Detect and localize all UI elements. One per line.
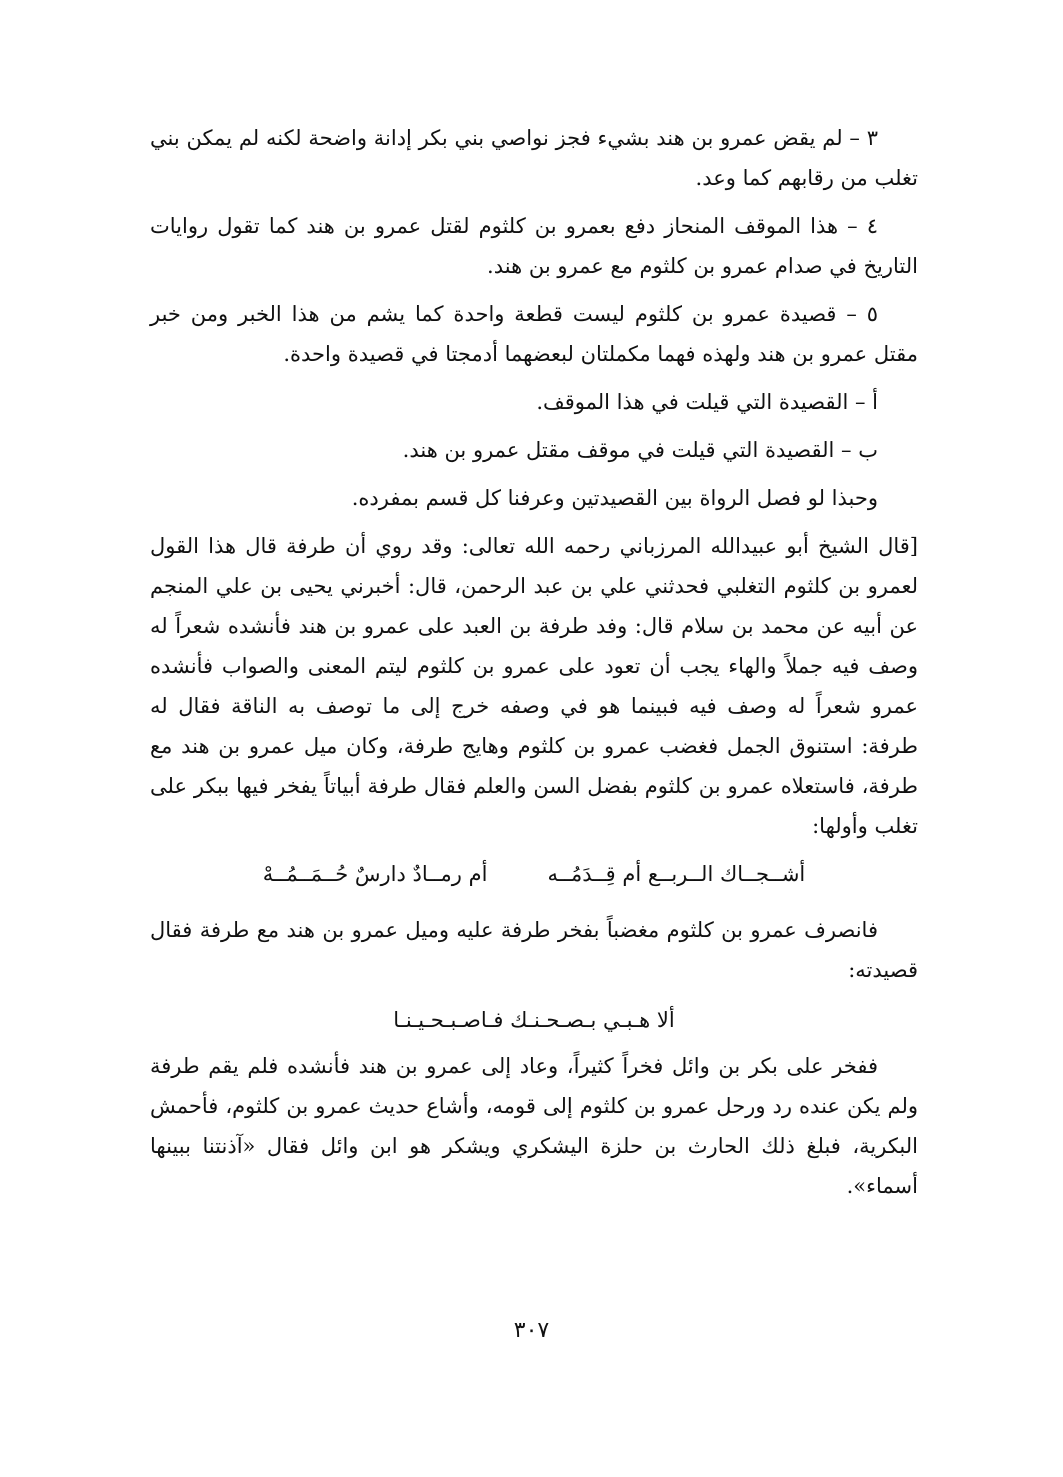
verse-1-second-hemistich: أم رمــادٌ دارسٌ حُــمَــمُــهْ	[262, 862, 488, 886]
paragraph-quote: [قال الشيخ أبو عبيدالله المرزباني رحمه الله تعالى: وقد روي أن طرفة قال هذا القول لعمرو بن كلثوم التغلبي فحدثني علي بن عبد الرحمن، قال: أخبرني يحيى بن علي المنجم عن أبيه عن محمد بن سلام قال: وفد طرفة بن العبد على عمرو بن هند فأنشده شعراً له وصف فيه جملاً والهاء يجب أن تعود على عمرو بن كلثوم ليتم المعنى والصواب فأنشده عمرو شعراً له وصف فيه فبينما هو في وصفه خرج إلى ما توصف به الناقة فقال له طرفة: استنوق الجمل فغضب عمرو بن كلثوم وهايج طرفة، وكان ميل عمرو بن هند مع طرفة، فاستعلاه عمرو بن كلثوم بفضل السن والعلم فقال طرفة أبياتاً يفخر فيها ببكر على تغلب وأولها:	[150, 534, 918, 838]
paragraph-point-3: ٣ – لم يقض عمرو بن هند بشيء فجز نواصي بني بكر إدانة واضحة لكنه لم يمكن بني تغلب من رقابهم كما وعد.	[150, 126, 918, 190]
paragraph-closing: ففخر على بكر بن وائل فخراً كثيراً، وعاد إلى عمرو بن هند فأنشده فلم يقم طرفة ولم يكن عنده رد ورحل عمرو بن كلثوم إلى قومه، وأشاع حديث عمرو بن كلثوم، فأحمش البكرية، فبلغ ذلك الحارث بن حلزة اليشكري ويشكر هو ابن وائل فقال «آذنتنا ببينها أسماء».	[150, 1054, 918, 1198]
page-body	[150, 118, 918, 1214]
poem-verse-1	[150, 854, 918, 894]
paragraph-point-5: ٥ – قصيدة عمرو بن كلثوم ليست قطعة واحدة كما يشم من هذا الخبر ومن خبر مقتل عمرو بن هند ولهذه فهما مكملتان لبعضهما أدمجتا في قصيدة واحدة.	[150, 302, 918, 366]
poem-verse-2: ألا هـبـي بـصـحـنـك فـاصـبـحـيـنـا	[393, 1008, 675, 1032]
list-item-b: ب – القصيدة التي قيلت في موقف مقتل عمرو بن هند.	[402, 438, 878, 462]
verse-1-first-hemistich: أشــجــاك الــربــع أم قِــدَمُــه	[547, 862, 806, 886]
list-item-a: أ – القصيدة التي قيلت في هذا الموقف.	[536, 390, 878, 414]
paragraph-point-4: ٤ – هذا الموقف المنحاز دفع بعمرو بن كلثوم لقتل عمرو بن هند كما تقول روايات التاريخ في صدام عمرو بن كلثوم مع عمرو بن هند.	[150, 214, 918, 278]
page-number: ٣٠٧	[513, 1318, 550, 1343]
paragraph-after-verse: فانصرف عمرو بن كلثوم مغضباً بفخر طرفة عليه وميل عمرو بن هند مع طرفة فقال قصيدته:	[150, 918, 918, 982]
paragraph-wish: وحبذا لو فصل الرواة بين القصيدتين وعرفنا كل قسم بمفرده.	[351, 486, 878, 510]
